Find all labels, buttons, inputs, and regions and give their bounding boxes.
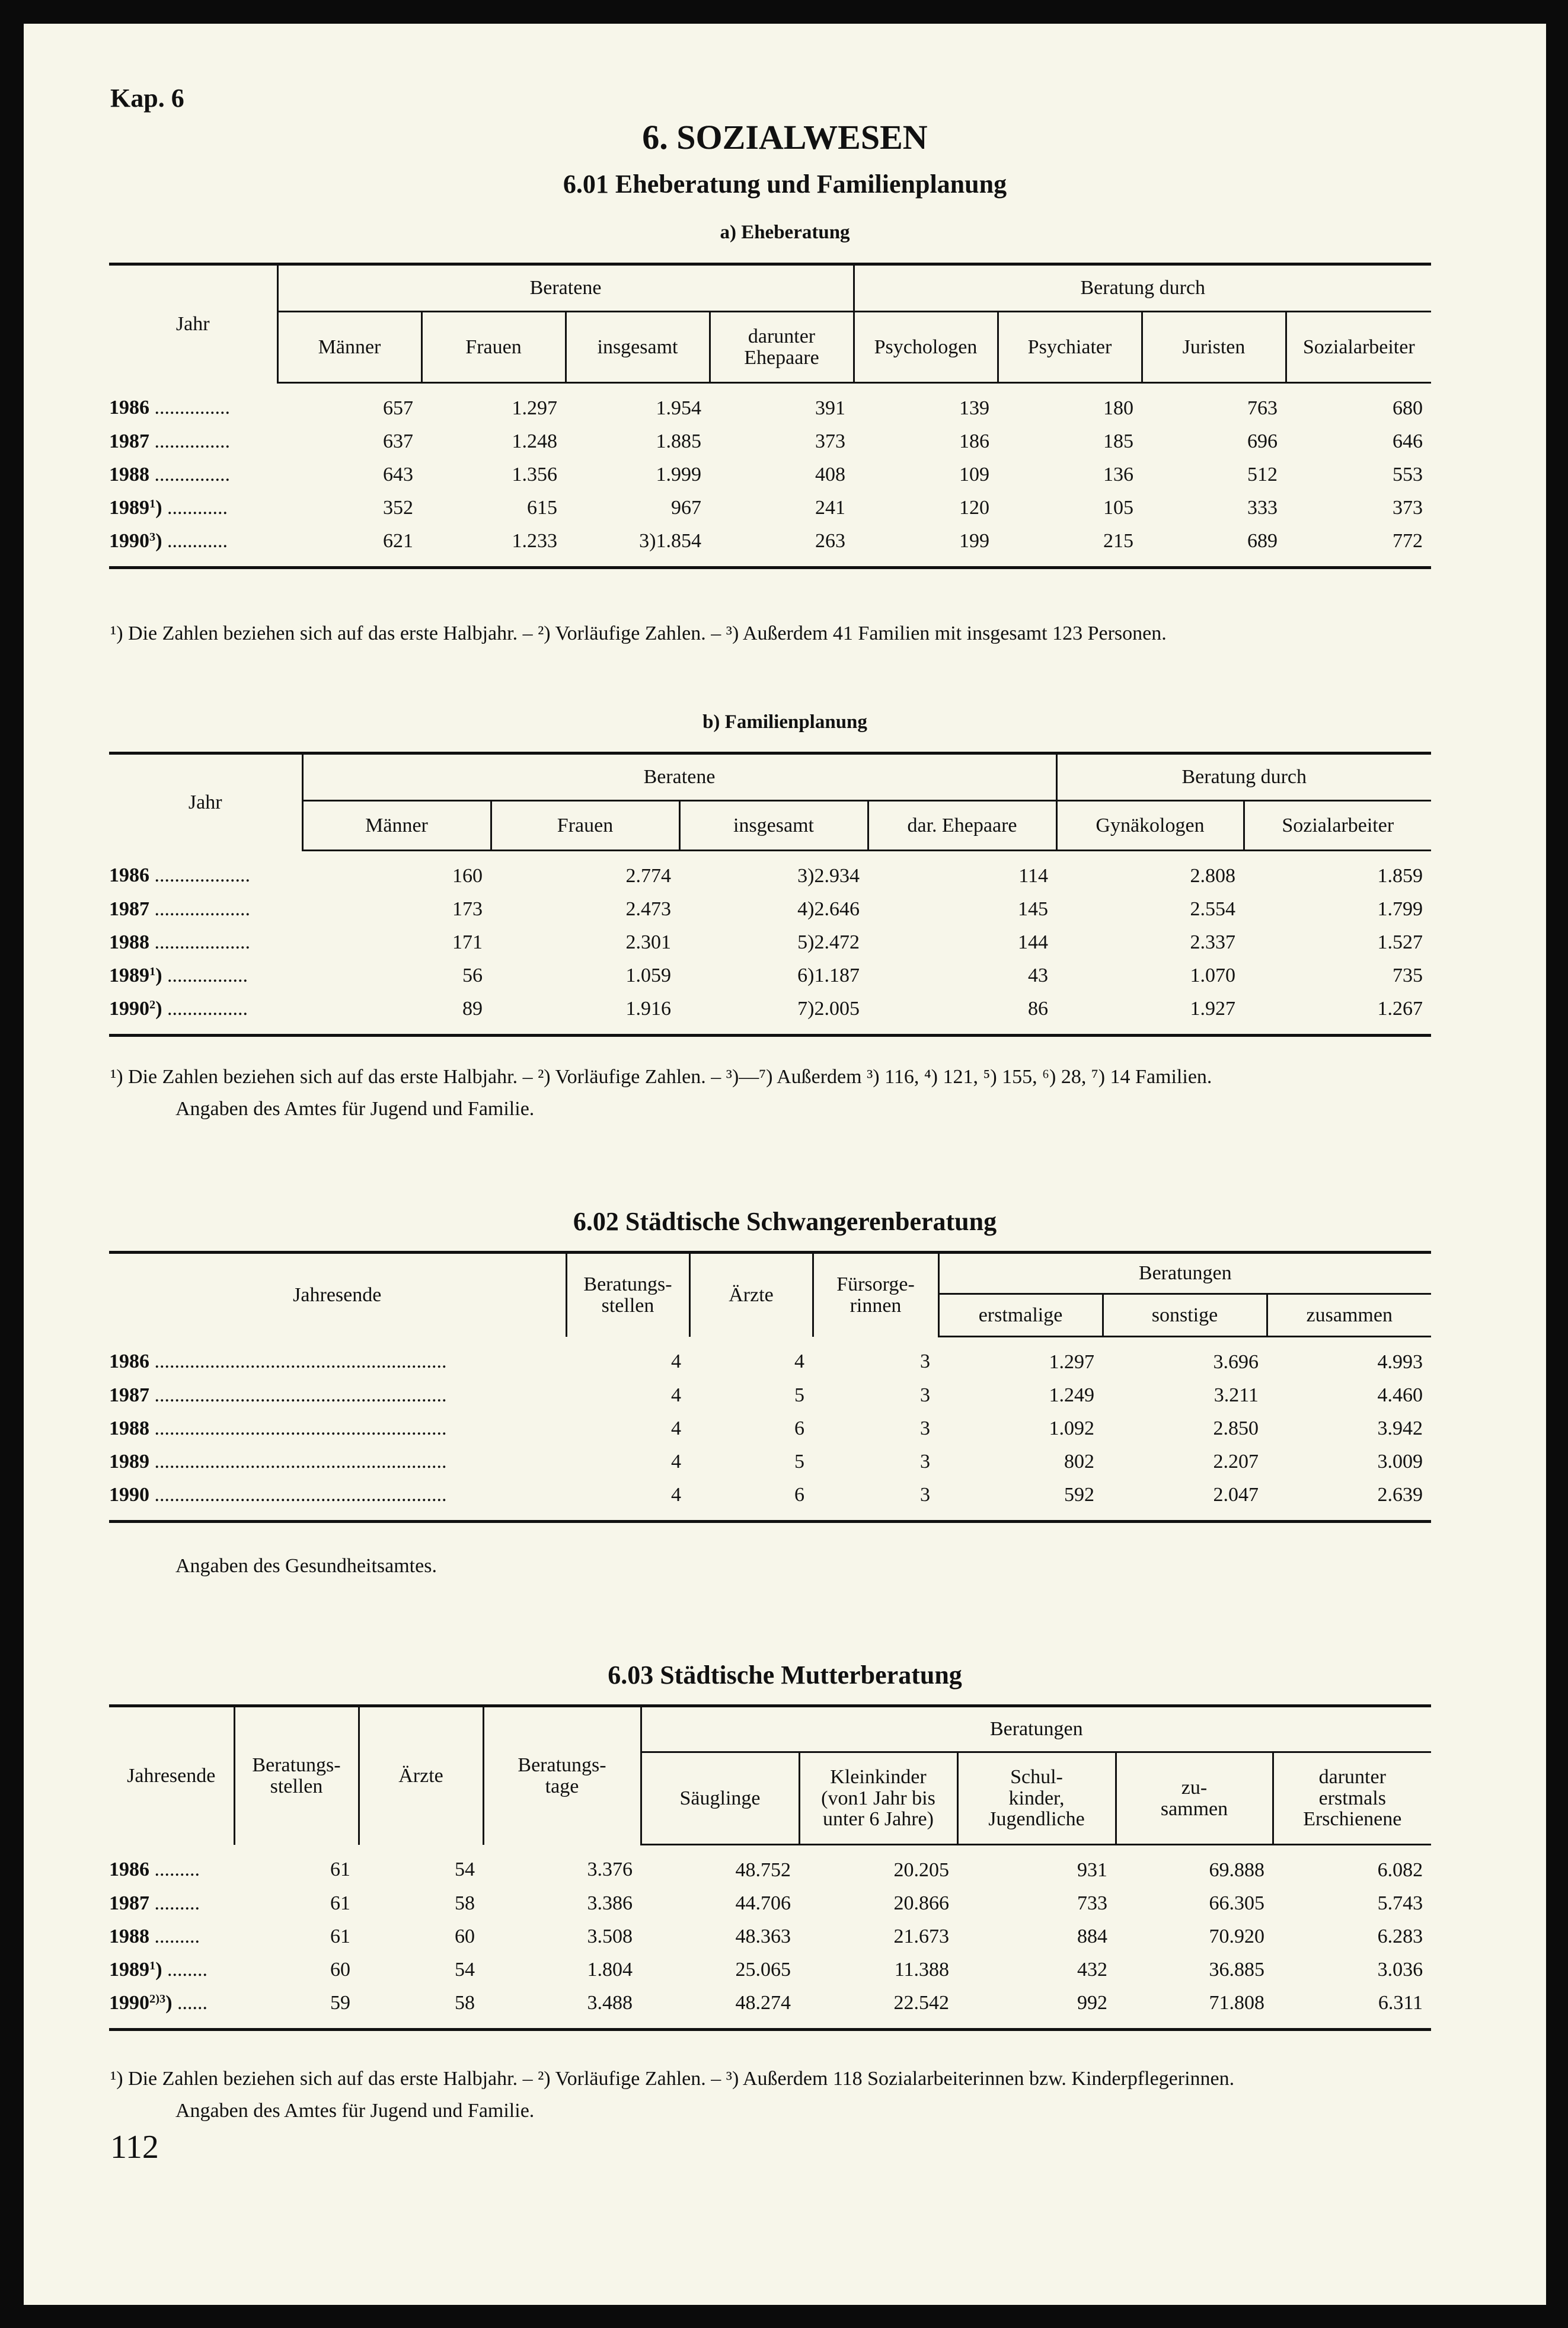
table-cell: 352 bbox=[383, 497, 413, 519]
table-row bbox=[109, 926, 1431, 959]
col-dar-ehepaare: dar. Ehepaare bbox=[868, 801, 1056, 851]
col-beratungstage: Beratungs- tage bbox=[483, 1706, 641, 1845]
source-601b: Angaben des Amtes für Jugend und Familie. bbox=[175, 1098, 535, 1120]
col-sonstige: sonstige bbox=[1103, 1294, 1267, 1337]
col-beratungsstellen: Beratungs- stellen bbox=[566, 1253, 689, 1337]
table-cell: 71.808 bbox=[1116, 1987, 1273, 2030]
table-row bbox=[109, 992, 1431, 1036]
table-cell: 3)1.854 bbox=[566, 525, 710, 568]
table-cell: 186 bbox=[959, 430, 989, 452]
table-cell: 44.706 bbox=[735, 1892, 791, 1914]
table-cell: 4.993 bbox=[1377, 1351, 1423, 1373]
table-cell: 185 bbox=[1103, 430, 1133, 452]
row-year: 1987 .......................................................... bbox=[109, 1384, 447, 1406]
table-cell: 5 bbox=[794, 1451, 804, 1473]
table-row bbox=[109, 1478, 1431, 1522]
table-cell: 2.207 bbox=[1213, 1451, 1259, 1473]
table-cell: 2.639 bbox=[1267, 1478, 1431, 1522]
table-cell: 3.386 bbox=[587, 1892, 633, 1914]
table-cell: 69.888 bbox=[1209, 1859, 1264, 1881]
table-cell: 1.954 bbox=[656, 397, 701, 419]
table-cell: 3.508 bbox=[587, 1925, 633, 1947]
footnote-601a: ¹) Die Zahlen beziehen sich auf das erste Halbjahr. – ²) Vorläufige Zahlen. – ³) Außerdem 41 Familien mit insgesamt 123 Personen. bbox=[110, 622, 1167, 644]
row-year: 1988 .......................................................... bbox=[109, 1417, 447, 1439]
table-cell: 3 bbox=[920, 1350, 930, 1373]
table-cell: 2.774 bbox=[625, 865, 671, 887]
row-year: 1989$^1$) ........ bbox=[109, 1959, 208, 1981]
table-cell: 4 bbox=[794, 1350, 804, 1373]
table-cell: 43 bbox=[1028, 965, 1048, 986]
table-cell: 5)2.472 bbox=[797, 931, 860, 953]
col-insgesamt: insgesamt bbox=[679, 801, 868, 851]
table-row bbox=[109, 1920, 1431, 1953]
row-year: 1986 ................... bbox=[109, 864, 250, 887]
table-row bbox=[109, 491, 1431, 525]
table-cell: 139 bbox=[959, 397, 989, 419]
table-cell: 1.527 bbox=[1377, 931, 1423, 953]
col-zusammen: zusammen bbox=[1267, 1294, 1431, 1337]
col-frauen: Frauen bbox=[421, 312, 566, 383]
table-cell: 3.696 bbox=[1213, 1351, 1259, 1373]
chapter-title: 6. SOZIALWESEN bbox=[642, 118, 928, 157]
table-cell: 3.036 bbox=[1377, 1959, 1423, 1981]
row-year: 1988 ................... bbox=[109, 931, 250, 953]
table-cell: 621 bbox=[277, 525, 421, 568]
table-cell: 89 bbox=[302, 992, 491, 1036]
table-cell: 1.070 bbox=[1190, 965, 1235, 986]
table-cell: 2.473 bbox=[625, 898, 671, 920]
table-cell: 4 bbox=[671, 1384, 681, 1406]
col-jahresende: Jahresende bbox=[109, 1706, 234, 1845]
table-cell: 735 bbox=[1393, 965, 1423, 986]
source-603: Angaben des Amtes für Jugend und Familie. bbox=[175, 2100, 535, 2122]
table-cell: 1.859 bbox=[1377, 865, 1423, 887]
table-cell: 48.274 bbox=[641, 1987, 799, 2030]
table-cell: 3 bbox=[920, 1451, 930, 1473]
table-cell: 109 bbox=[959, 464, 989, 486]
table-row bbox=[109, 1337, 1431, 1379]
table-cell: 105 bbox=[1103, 497, 1133, 519]
table-cell: 802 bbox=[1064, 1451, 1094, 1473]
table-cell: 60 bbox=[330, 1959, 350, 1981]
table-cell: 2.047 bbox=[1103, 1478, 1267, 1522]
col-jahr: Jahr bbox=[109, 753, 302, 851]
table-cell: 657 bbox=[383, 397, 413, 419]
table-cell: 4 bbox=[671, 1451, 681, 1473]
table-cell: 61 bbox=[330, 1892, 350, 1914]
table-cell: 931 bbox=[1077, 1859, 1107, 1881]
table-cell: 56 bbox=[462, 965, 483, 986]
table-cell: 3.211 bbox=[1213, 1384, 1259, 1406]
table-cell: 1.248 bbox=[512, 430, 557, 452]
table-cell: 553 bbox=[1393, 464, 1423, 486]
table-cell: 2.850 bbox=[1213, 1417, 1259, 1439]
table-cell: 6 bbox=[689, 1478, 813, 1522]
section-601b-subtitle: b) Familienplanung bbox=[702, 711, 867, 733]
table-cell: 215 bbox=[998, 525, 1142, 568]
col-jahresende: Jahresende bbox=[109, 1253, 566, 1337]
table-cell: 646 bbox=[1393, 430, 1423, 452]
table-cell: 199 bbox=[854, 525, 998, 568]
table-cell: 25.065 bbox=[735, 1959, 791, 1981]
table-row bbox=[109, 851, 1431, 893]
col-darunter-ehepaare: darunter Ehepaare bbox=[710, 312, 854, 383]
col-zusammen: zu- sammen bbox=[1116, 1752, 1273, 1845]
table-cell: 114 bbox=[1018, 865, 1048, 887]
table-cell: 6.283 bbox=[1377, 1925, 1423, 1947]
table-cell: 86 bbox=[868, 992, 1056, 1036]
table-cell: 21.673 bbox=[893, 1925, 949, 1947]
col-juristen: Juristen bbox=[1142, 312, 1286, 383]
table-cell: 3 bbox=[813, 1478, 938, 1522]
section-601-title: 6.01 Eheberatung und Familienplanung bbox=[563, 170, 1007, 199]
row-year: 1986 .......................................................... bbox=[109, 1350, 447, 1373]
table-cell: 48.752 bbox=[735, 1859, 791, 1881]
col-maenner: Männer bbox=[277, 312, 421, 383]
table-cell: 6)1.187 bbox=[797, 965, 860, 986]
table-cell: 5.743 bbox=[1377, 1892, 1423, 1914]
table-cell: 58 bbox=[455, 1892, 475, 1914]
table-cell: 20.205 bbox=[893, 1859, 949, 1881]
table-cell: 772 bbox=[1286, 525, 1431, 568]
table-cell: 1.999 bbox=[656, 464, 701, 486]
table-cell: 1.356 bbox=[512, 464, 557, 486]
table-cell: 4 bbox=[566, 1478, 689, 1522]
table-cell: 5 bbox=[794, 1384, 804, 1406]
table-cell: 1.249 bbox=[1049, 1384, 1094, 1406]
table-cell: 36.885 bbox=[1209, 1959, 1264, 1981]
col-psychiater: Psychiater bbox=[998, 312, 1142, 383]
group-beratungen: Beratungen bbox=[938, 1253, 1431, 1294]
table-cell: 680 bbox=[1393, 397, 1423, 419]
table-cell: 733 bbox=[1077, 1892, 1107, 1914]
table-cell: 48.363 bbox=[735, 1925, 791, 1947]
notes-601b bbox=[110, 1061, 1474, 1126]
col-aerzte: Ärzte bbox=[689, 1253, 813, 1337]
table-cell: 6.082 bbox=[1377, 1859, 1423, 1881]
table-cell: 884 bbox=[1077, 1925, 1107, 1947]
table-row bbox=[109, 893, 1431, 926]
table-cell: 66.305 bbox=[1209, 1892, 1264, 1914]
table-cell: 1.916 bbox=[491, 992, 679, 1036]
table-cell: 615 bbox=[527, 497, 557, 519]
table-cell: 1.804 bbox=[587, 1959, 633, 1981]
table-cell: 763 bbox=[1247, 397, 1278, 419]
table-cell: 2.554 bbox=[1190, 898, 1235, 920]
table-cell: 333 bbox=[1247, 497, 1278, 519]
table-cell: 1.297 bbox=[512, 397, 557, 419]
section-601a-subtitle: a) Eheberatung bbox=[720, 222, 850, 243]
table-cell: 4)2.646 bbox=[797, 898, 860, 920]
row-year: 1989$^1$) ............ bbox=[109, 497, 228, 519]
table-cell: 1.927 bbox=[1056, 992, 1244, 1036]
notes-603 bbox=[110, 2063, 1474, 2128]
table-cell: 4 bbox=[671, 1417, 681, 1439]
table-cell: 637 bbox=[383, 430, 413, 452]
col-maenner: Männer bbox=[302, 801, 491, 851]
table-row bbox=[109, 1379, 1431, 1412]
table-cell: 1.297 bbox=[1049, 1351, 1094, 1373]
table-cell: 263 bbox=[710, 525, 854, 568]
group-beratung-durch: Beratung durch bbox=[854, 264, 1431, 312]
row-year: 1989 .......................................................... bbox=[109, 1451, 447, 1473]
col-aerzte: Ärzte bbox=[359, 1706, 483, 1845]
table-cell: 70.920 bbox=[1209, 1925, 1264, 1947]
table-row bbox=[109, 1412, 1431, 1445]
row-year: 1988 ............... bbox=[109, 464, 230, 486]
section-602-title: 6.02 Städtische Schwangerenberatung bbox=[573, 1207, 997, 1236]
table-cell: 3 bbox=[920, 1417, 930, 1439]
table-cell: 432 bbox=[1077, 1959, 1107, 1981]
table-cell: 6 bbox=[794, 1417, 804, 1439]
table-cell: 54 bbox=[455, 1959, 475, 1981]
table-cell: 512 bbox=[1247, 464, 1278, 486]
row-year: 1990$^2$) ................ bbox=[109, 992, 302, 1036]
table-cell: 58 bbox=[359, 1987, 483, 2030]
table-cell: 4.460 bbox=[1377, 1384, 1423, 1406]
col-sozialarbeiter: Sozialarbeiter bbox=[1244, 801, 1431, 851]
table-cell: 1.059 bbox=[625, 965, 671, 986]
table-row bbox=[109, 458, 1431, 491]
table-row bbox=[109, 1987, 1431, 2030]
table-cell: 408 bbox=[815, 464, 845, 486]
table-cell: 1.799 bbox=[1377, 898, 1423, 920]
table-cell: 3.488 bbox=[483, 1987, 641, 2030]
col-insgesamt: insgesamt bbox=[566, 312, 710, 383]
table-cell: 173 bbox=[452, 898, 483, 920]
table-cell: 180 bbox=[1103, 397, 1133, 419]
row-year: 1987 ............... bbox=[109, 430, 230, 452]
table-cell: 3)2.934 bbox=[797, 865, 860, 887]
row-year: 1989$^1$) ................ bbox=[109, 965, 248, 986]
row-year: 1986 ............... bbox=[109, 397, 230, 419]
table-familienplanung bbox=[109, 752, 1431, 1037]
col-kleinkinder: Kleinkinder (von1 Jahr bis unter 6 Jahre) bbox=[799, 1752, 957, 1845]
col-erstmalige: erstmalige bbox=[938, 1294, 1103, 1337]
table-row bbox=[109, 425, 1431, 458]
document-page bbox=[24, 24, 1546, 2305]
row-year: 1988 ......... bbox=[109, 1925, 200, 1947]
group-beratene: Beratene bbox=[302, 753, 1056, 801]
table-cell: 1.267 bbox=[1244, 992, 1431, 1036]
col-schulkinder: Schul- kinder, Jugendliche bbox=[957, 1752, 1116, 1845]
col-beratungsstellen: Beratungs- stellen bbox=[234, 1706, 359, 1845]
table-cell: 992 bbox=[957, 1987, 1116, 2030]
table-cell: 643 bbox=[383, 464, 413, 486]
table-row bbox=[109, 525, 1431, 568]
table-cell: 7)2.005 bbox=[679, 992, 868, 1036]
table-cell: 145 bbox=[1018, 898, 1048, 920]
table-cell: 592 bbox=[938, 1478, 1103, 1522]
table-cell: 967 bbox=[671, 497, 701, 519]
table-cell: 136 bbox=[1103, 464, 1133, 486]
table-cell: 171 bbox=[452, 931, 483, 953]
table-cell: 61 bbox=[330, 1858, 350, 1881]
row-year: 1990$^3$) ............ bbox=[109, 525, 277, 568]
table-row bbox=[109, 1953, 1431, 1987]
page-number: 112 bbox=[110, 2129, 159, 2166]
col-fuersorgerinnen: Fürsorge- rinnen bbox=[813, 1253, 938, 1337]
source-602: Angaben des Gesundheitsamtes. bbox=[175, 1555, 437, 1577]
table-cell: 160 bbox=[452, 865, 483, 887]
table-cell: 3 bbox=[920, 1384, 930, 1406]
col-frauen: Frauen bbox=[491, 801, 679, 851]
table-cell: 6.311 bbox=[1273, 1987, 1431, 2030]
table-cell: 4 bbox=[671, 1350, 681, 1373]
table-cell: 22.542 bbox=[799, 1987, 957, 2030]
group-beratene: Beratene bbox=[277, 264, 854, 312]
table-cell: 11.388 bbox=[894, 1959, 949, 1981]
table-cell: 2.337 bbox=[1190, 931, 1235, 953]
table-mutterberatung bbox=[109, 1704, 1431, 2031]
col-sozialarbeiter: Sozialarbeiter bbox=[1286, 312, 1431, 383]
table-cell: 373 bbox=[1393, 497, 1423, 519]
table-cell: 2.301 bbox=[625, 931, 671, 953]
col-gynaekologen: Gynäkologen bbox=[1056, 801, 1244, 851]
row-year: 1990 .......................................................... bbox=[109, 1478, 566, 1522]
group-beratung-durch: Beratung durch bbox=[1056, 753, 1431, 801]
table-row bbox=[109, 383, 1431, 426]
table-cell: 391 bbox=[815, 397, 845, 419]
table-cell: 144 bbox=[1018, 931, 1048, 953]
chapter-label: Kap. 6 bbox=[110, 84, 184, 113]
table-schwangerenberatung bbox=[109, 1251, 1431, 1523]
row-year: 1987 ......... bbox=[109, 1892, 200, 1914]
table-row bbox=[109, 959, 1431, 992]
section-603-title: 6.03 Städtische Mutterberatung bbox=[608, 1660, 962, 1690]
table-cell: 241 bbox=[815, 497, 845, 519]
table-cell: 59 bbox=[234, 1987, 359, 2030]
table-cell: 689 bbox=[1142, 525, 1286, 568]
table-cell: 373 bbox=[815, 430, 845, 452]
row-year: 1987 ................... bbox=[109, 898, 250, 920]
table-row bbox=[109, 1445, 1431, 1478]
col-saeuglinge: Säuglinge bbox=[641, 1752, 799, 1845]
table-cell: 54 bbox=[455, 1858, 475, 1881]
table-cell: 3.009 bbox=[1377, 1451, 1423, 1473]
table-row bbox=[109, 1887, 1431, 1920]
table-cell: 3.942 bbox=[1377, 1417, 1423, 1439]
row-year: $1990^{2)3}$) ...... bbox=[109, 1987, 234, 2030]
col-psychologen: Psychologen bbox=[854, 312, 998, 383]
footnote-601b: ¹) Die Zahlen beziehen sich auf das erste Halbjahr. – ²) Vorläufige Zahlen. – ³)—⁷) Außerdem ³) 116, ⁴) 121, ⁵) 155, ⁶) 28, ⁷) 14 Familien. bbox=[110, 1066, 1212, 1088]
table-cell: 696 bbox=[1247, 430, 1278, 452]
row-year: 1986 ......... bbox=[109, 1858, 200, 1881]
footnote-603: ¹) Die Zahlen beziehen sich auf das erste Halbjahr. – ²) Vorläufige Zahlen. – ³) Außerdem 118 Sozialarbeiterinnen bzw. Kinderpflegerinnen. bbox=[110, 2068, 1235, 2090]
table-eheberatung bbox=[109, 263, 1431, 569]
col-erstmals-erschienene: darunter erstmals Erschienene bbox=[1273, 1752, 1431, 1845]
table-row bbox=[109, 1845, 1431, 1888]
group-beratungen: Beratungen bbox=[641, 1706, 1431, 1752]
table-cell: 1.233 bbox=[421, 525, 566, 568]
table-cell: 120 bbox=[959, 497, 989, 519]
table-cell: 60 bbox=[455, 1925, 475, 1947]
table-cell: 1.885 bbox=[656, 430, 701, 452]
table-cell: 2.808 bbox=[1190, 865, 1235, 887]
table-cell: 61 bbox=[330, 1925, 350, 1947]
table-cell: 3.376 bbox=[587, 1858, 633, 1881]
table-cell: 1.092 bbox=[1049, 1417, 1094, 1439]
table-cell: 20.866 bbox=[893, 1892, 949, 1914]
col-jahr: Jahr bbox=[109, 264, 277, 383]
